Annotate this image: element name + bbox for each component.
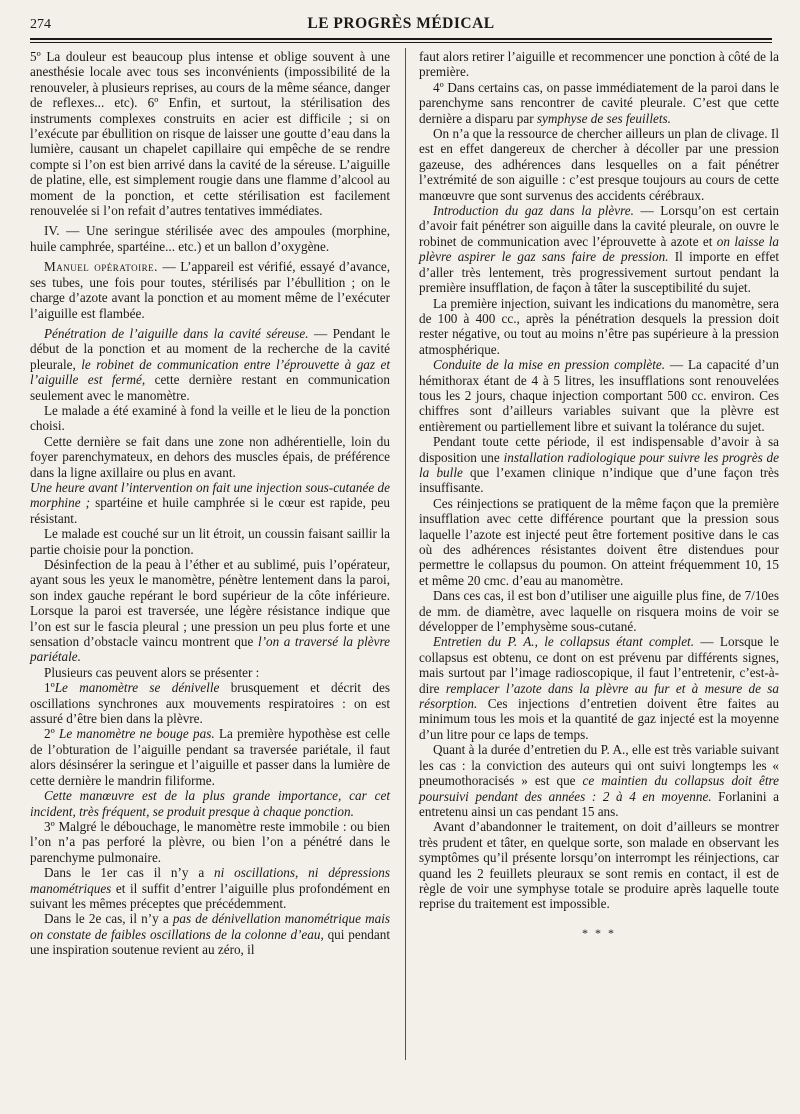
paragraph: Manuel opératoire. — L’appareil est vérifié, essayé d’avance, ses tubes, une fois pour toutes, stérilisés par l’ébullition ; on le charge d’azote avant la ponction et au moment même de l’exécuter l’aiguille est flambée. (30, 259, 391, 321)
paragraph: Pénétration de l’aiguille dans la cavité séreuse. — Pendant le début de la ponction et au moment de la recherche de la cavité pleurale, le robinet de communication entre l’éprouvette à gaz et l’aiguille est fermé, cette dernière restant en communication seulement avec le manomètre. (30, 325, 390, 403)
column-divider (405, 48, 406, 1060)
paragraph: Quant à la durée d’entretien du P. A., elle est très variable suivant les cas : la conviction des auteurs qui ont suivi longtemps les « pneumothoracisés » est que ce maintien du collapsus doit être poursuivi pendant des années : 2 à 4 en moyenne. Forlanini a entretenu ainsi un cas pendant 15 ans. (419, 742, 779, 819)
paragraph: Plusieurs cas peuvent alors se présenter : (44, 664, 260, 680)
section-heading: Conduite de la mise en pression complète. (433, 357, 666, 373)
header-rule (30, 38, 772, 43)
paragraph: Dans le 2e cas, il n’y a pas de dénivellation manométrique mais on constate de faibles oscillations de la colonne d’eau, qui pendant une inspiration soutenue revient au zéro, il (30, 911, 390, 958)
paragraph: Le malade est couché sur un lit étroit, un coussin faisant saillir la partie choisie pour la ponction. (30, 526, 390, 557)
paragraph: 2º Le manomètre ne bouge pas. La première hypothèse est celle de l’obturation de l’aiguille pendant sa traversée pariétale, il faut alors désinsérer la seringue et l’aiguille et passer dans la lumière de cette dernière le mandrin filiforme. (30, 726, 391, 788)
paragraph: Désinfection de la peau à l’éther et au sublimé, puis l’opérateur, ayant sous les yeux le manomètre, pénètre lentement dans la paroi, son index gauche repérant le bord supérieur de la côte inférieure. Lorsque la paroi est traversée, une légère résistance indique que l’on est sur le fascia pleural ; une pression un peu plus forte et une sensation d’obstacle vaincu montrent que l’on a traversé la plèvre pariétale. (30, 557, 390, 665)
paragraph: Ces réinjections se pratiquent de la même façon que la première insufflation avec cette différence pourtant que la pression sous laquelle l’azote est injecté peut être fortement positive dans le cas où des adhérences résistantes doivent être distendues pour permettre le collapsus du poumon. On atteint fréquemment 10, 15 et même 20 cmc. d’eau au manomètre. (419, 495, 779, 588)
section-heading: Entretien du P. A., le collapsus étant complet. (433, 634, 695, 650)
paragraph: Pendant toute cette période, il est indispensable d’avoir à sa disposition une installation radiologique pour suivre les progrès de la bulle que l’examen clinique n’indique que d’une façon très insuffisante. (419, 434, 779, 496)
paragraph: Conduite de la mise en pression complète. — La capacité d’un hémithorax étant de 4 à 5 litres, les insufflations sont renouvelées tous les 2 jours, chaque injection comportant 500 cc. environ. Ces chiffres sont d’ailleurs variables suivant que la plèvre est entièrement ou partiellement libre et suivant la tolérance du sujet. (419, 357, 779, 434)
paragraph: La première injection, suivant les indications du manomètre, sera de 100 à 400 cc., après la pénétration desquels la pression doit rester négative, ou tout au moins n’être pas supérieure à la pression atmosphérique. (419, 295, 779, 357)
paragraph: Introduction du gaz dans la plèvre. — Lorsqu’on est certain d’avoir fait pénétrer son aiguille dans la cavité pleurale, on ouvre le robinet de communication avec l’éprouvette à azote et on laisse la plèvre aspirer le gaz sans faire de pression. Il importe en effet d’aller très lentement, très progressivement surtout pendant la première insufflation, de façon à tâter la susceptibilité du sujet. (419, 203, 780, 296)
paragraph: Cette dernière se fait dans une zone non adhérentielle, loin du foyer parenchymateux, en dehors des muscles épais, de préférence dans la ligne axillaire ou plus en avant. (30, 433, 390, 480)
paragraph: Dans le 1er cas il n’y a ni oscillations, ni dépressions manométriques et il suffit d’entrer l’aiguille plus profondément en suivant les mêmes préceptes que précédemment. (30, 865, 390, 911)
paragraph: 1ºLe manomètre se dénivelle brusquement et décrit des oscillations synchrones aux mouvements respiratoires : on est assuré d’être bien dans la plèvre. (30, 680, 390, 727)
paragraph: 3º Malgré le débouchage, le manomètre reste immobile : ou bien l’on n’a pas perforé la plèvre, ou bien l’on a pénétré dans le parenchyme pulmonaire. (30, 818, 390, 865)
right-column (419, 49, 779, 1109)
paragraph: 4º Dans certains cas, on passe immédiatement de la paroi dans le parenchyme sans rencontrer de cavité pleurale. C’est que cette dernière a disparu par symphyse de ses feuillets. (419, 79, 779, 126)
paragraph: Avant d’abandonner le traitement, on doit d’ailleurs se montrer très prudent et tâter, en quelque sorte, son malade en observant les symptômes qu’il présente lorsqu’on interrompt les réinjections, car quand les 2 feuillets pleuraux se sont remis en contact, il est de règle de voir une symphyse totale se produire après laquelle toute reprise du traitement est impossible. (419, 819, 779, 912)
paragraph: Entretien du P. A., le collapsus étant complet. — Lorsque le collapsus est obtenu, ce dont on est prévenu par différents signes, mais surtout par l’image radioscopique, il faut l’entretenir, c’est-à-dire remplacer l’azote dans la plèvre au fur et à mesure de sa résorption. Ces injections d’entretien doivent être faites au minimum tous les mois et la quantité de gaz injecté est la moyenne d’un litre pour ce laps de temps. (419, 634, 779, 742)
section-heading: Pénétration de l’aiguille dans la cavité séreuse. (44, 325, 309, 341)
section-heading: Introduction du gaz dans la plèvre. (433, 203, 634, 219)
left-column (30, 49, 390, 1109)
paragraph: Cette manœuvre est de la plus grande importance, car cet incident, très fréquent, se produit presque à chaque ponction. (30, 788, 390, 819)
page-number: 274 (30, 17, 51, 32)
page-header (30, 12, 772, 36)
paragraph: On n’a que la ressource de chercher ailleurs un plan de clivage. Il est en effet dangereux de chercher à décoller par une pression gazeuse, des adhérences dans lesquelles on a fait pénétrer l’extrémité de son aiguille : c’est presque toujours au cours de cette manœuvre que sont survenus des accidents cérébraux. (419, 126, 779, 203)
paragraph: 5º La douleur est beaucoup plus intense et oblige souvent à une anesthésie locale avec tous ses inconvénients (impossibilité de la renouveler, à plusieurs reprises, au cours de la même séance, danger de reflexes... etc). 6º Enfin, et surtout, la stérilisation des instruments complexes construits en acier est difficile ; si on l’exécute par ébullition on risque de laisser une goutte d’eau dans la lumière, causant un chapelet capillaire qui empêche de se rendre compte si l’on est bien arrivé dans la cavité de la séreuse. L’aiguille de platine, elle, est simplement rougie dans une flamme d’alcool au moment de la ponction, et cette stérilisation est facilement renouvelée si l’on refait d’autres tentatives immédiates. (30, 49, 390, 219)
paragraph: Une heure avant l’intervention on fait une injection sous-cutanée de morphine ; spartéine et huile camphrée si le cœur est rapide, peu résistant. (30, 479, 390, 526)
section-end-asterisks: * * * (582, 925, 616, 940)
paragraph: Dans ces cas, il est bon d’utiliser une aiguille plus fine, de 7/10es de mm. de diamètre, avec laquelle on risquera moins de voir se développer de l’emphysème sous-cutané. (419, 588, 779, 635)
section-label: Manuel opératoire. (44, 259, 158, 275)
paragraph: faut alors retirer l’aiguille et recommencer une ponction à côté de la première. (419, 49, 779, 80)
paragraph: IV. — Une seringue stérilisée avec des ampoules (morphine, huile camphrée, spartéine... etc.) et un ballon d’oxygène. (30, 223, 390, 254)
journal-title: LE PROGRÈS MÉDICAL (307, 15, 495, 32)
paragraph: Le malade a été examiné à fond la veille et le lieu de la ponction choisi. (30, 402, 390, 434)
